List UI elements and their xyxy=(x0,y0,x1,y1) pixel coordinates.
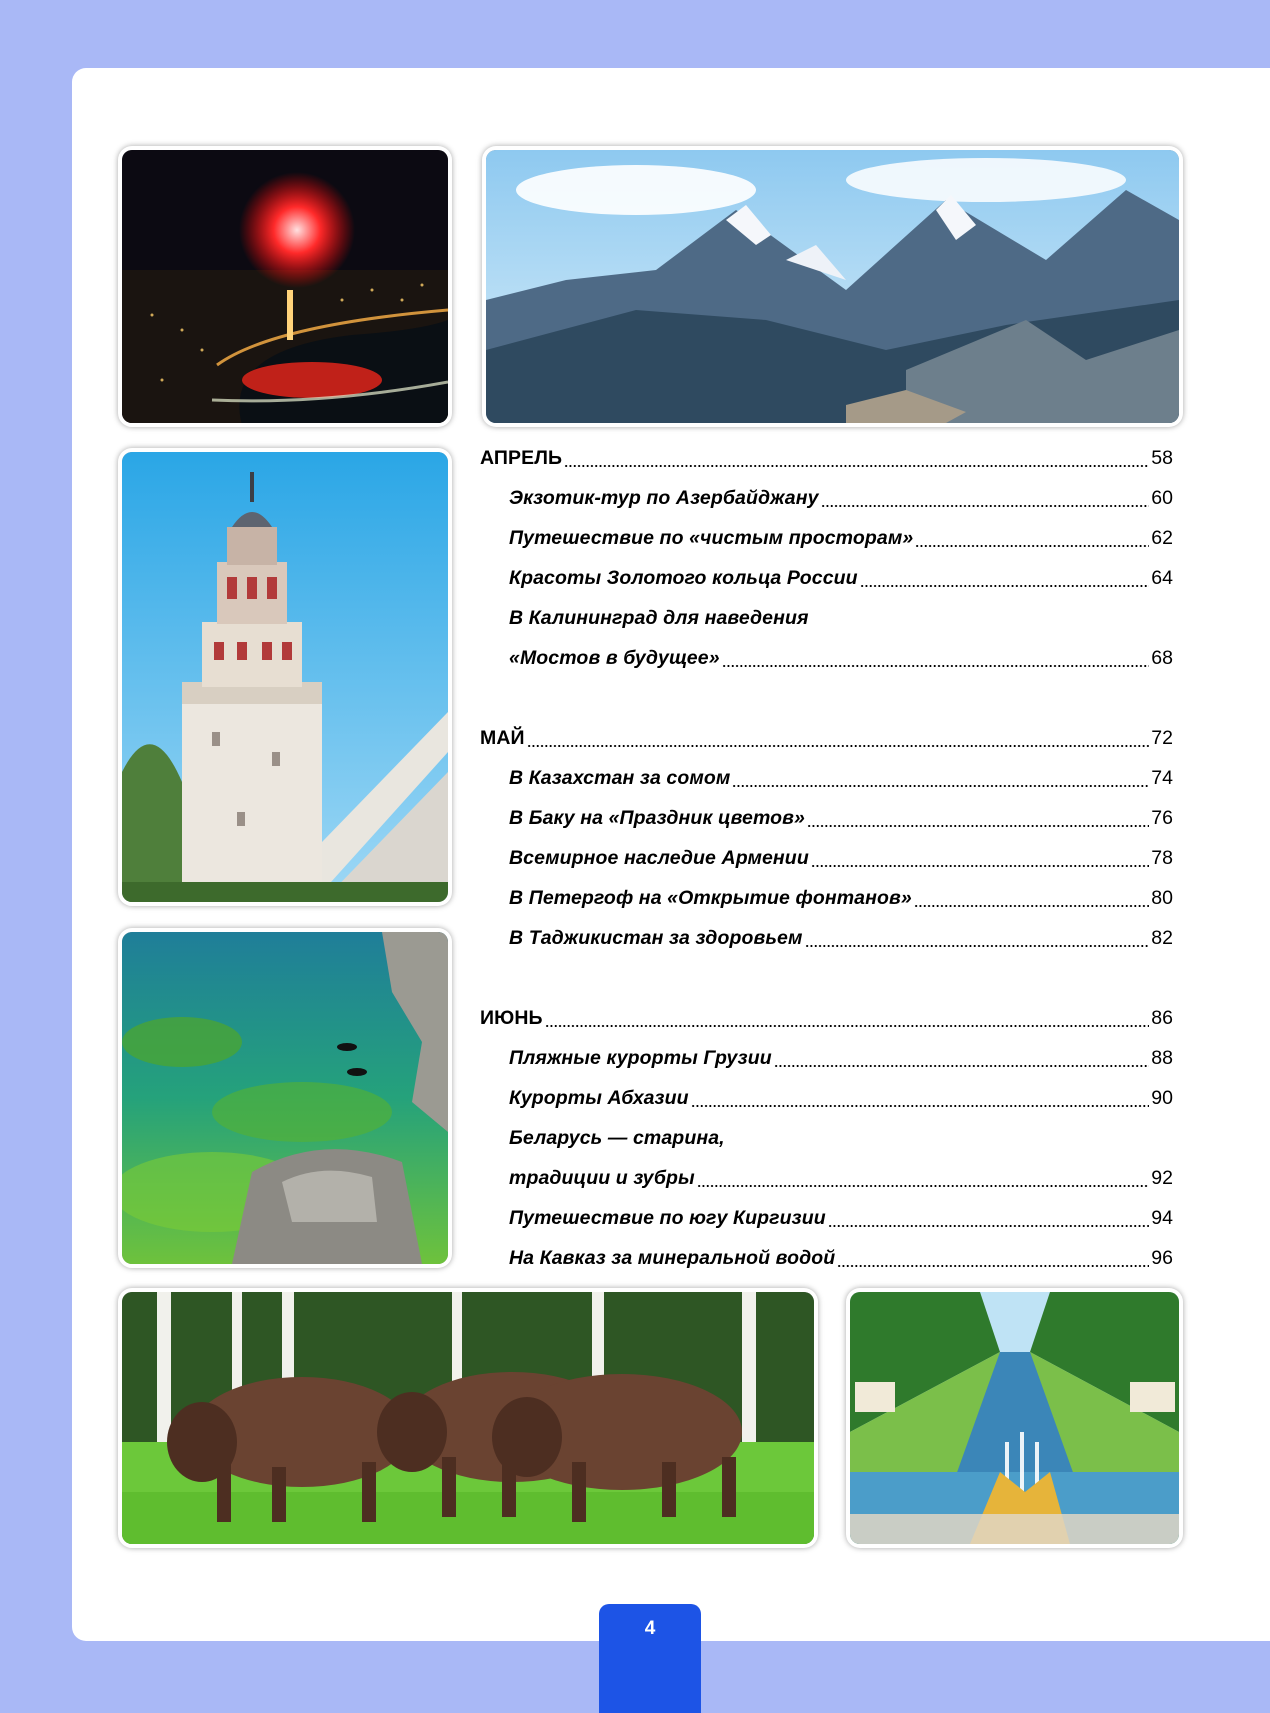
toc-entry[interactable] xyxy=(480,1080,1173,1110)
toc-title: Красоты Золотого кольца России xyxy=(509,567,858,589)
toc-page: 80 xyxy=(1151,887,1173,909)
toc-page: 72 xyxy=(1151,727,1173,749)
toc-leader-dots xyxy=(564,446,1149,470)
toc-entry-line1[interactable] xyxy=(480,600,1173,630)
toc-page: 88 xyxy=(1151,1047,1173,1069)
toc-title: ИЮНЬ xyxy=(480,1007,543,1029)
toc-title: В Таджикистан за здоровьем xyxy=(509,927,803,949)
toc-page: 60 xyxy=(1151,487,1173,509)
toc-month-april[interactable] xyxy=(480,440,1173,470)
toc-page: 74 xyxy=(1151,767,1173,789)
toc-leader-dots xyxy=(915,526,1149,550)
toc-page: 58 xyxy=(1151,447,1173,469)
toc-title: В Баку на «Праздник цветов» xyxy=(509,807,805,829)
toc-entry[interactable] xyxy=(480,1200,1173,1230)
toc-title: Курорты Абхазии xyxy=(509,1087,689,1109)
fountains-photo xyxy=(850,1292,1179,1544)
toc-page: 90 xyxy=(1151,1087,1173,1109)
toc-leader-dots xyxy=(697,1166,1150,1190)
toc-page: 82 xyxy=(1151,927,1173,949)
toc-leader-dots xyxy=(545,1006,1150,1030)
page-number: 4 xyxy=(599,1604,701,1713)
toc-page: 86 xyxy=(1151,1007,1173,1029)
toc-title: АПРЕЛЬ xyxy=(480,447,563,469)
toc-title: В Петергоф на «Открытие фонтанов» xyxy=(509,887,912,909)
toc-entry[interactable] xyxy=(480,520,1173,550)
mountains-photo xyxy=(486,150,1179,423)
toc-page: 62 xyxy=(1151,527,1173,549)
toc-entry[interactable] xyxy=(480,560,1173,590)
toc-leader-dots xyxy=(807,806,1149,830)
toc-leader-dots xyxy=(860,566,1150,590)
toc-leader-dots xyxy=(914,886,1149,910)
toc-leader-dots xyxy=(732,766,1149,790)
toc-entry[interactable] xyxy=(480,1040,1173,1070)
toc-entry[interactable] xyxy=(480,880,1173,910)
toc-leader-dots xyxy=(837,1246,1149,1270)
toc-entry[interactable] xyxy=(480,760,1173,790)
toc-title: Экзотик-тур по Азербайджану xyxy=(509,487,819,509)
toc-leader-dots xyxy=(527,726,1150,750)
toc-title: На Кавказ за минеральной водой xyxy=(509,1247,836,1269)
toc-title: Всемирное наследие Армении xyxy=(509,847,809,869)
toc-leader-dots xyxy=(828,1206,1150,1230)
toc-title: В Казахстан за сомом xyxy=(509,767,731,789)
toc-leader-dots xyxy=(805,926,1150,950)
toc-page: 68 xyxy=(1151,647,1173,669)
toc-title: Беларусь — старина, xyxy=(509,1127,725,1149)
toc-leader-dots xyxy=(691,1086,1150,1110)
toc-month-may[interactable] xyxy=(480,720,1173,750)
toc-entry[interactable] xyxy=(480,920,1173,950)
tower-photo xyxy=(122,452,448,902)
fireworks-photo xyxy=(122,150,448,423)
toc-page: 92 xyxy=(1151,1167,1173,1189)
toc-entry[interactable] xyxy=(480,480,1173,510)
toc-page: 94 xyxy=(1151,1207,1173,1229)
toc-leader-dots xyxy=(774,1046,1150,1070)
toc-leader-dots xyxy=(821,486,1150,510)
toc-title: Пляжные курорты Грузии xyxy=(509,1047,772,1069)
toc-month-june[interactable] xyxy=(480,1000,1173,1030)
toc-title: «Мостов в будущее» xyxy=(509,647,720,669)
toc-leader-dots xyxy=(722,646,1150,670)
toc-title: традиции и зубры xyxy=(509,1167,695,1189)
toc-page: 76 xyxy=(1151,807,1173,829)
toc-title: Путешествие по «чистым просторам» xyxy=(509,527,914,549)
lake-photo xyxy=(122,932,448,1264)
toc-entry-line1[interactable] xyxy=(480,1120,1173,1150)
toc-entry[interactable] xyxy=(480,840,1173,870)
toc-entry-line2[interactable] xyxy=(480,1160,1173,1190)
toc-entry-line2[interactable] xyxy=(480,640,1173,670)
toc-title: Путешествие по югу Киргизии xyxy=(509,1207,826,1229)
toc-page: 64 xyxy=(1151,567,1173,589)
toc-leader-dots xyxy=(811,846,1149,870)
bison-photo xyxy=(122,1292,814,1544)
toc-title: В Калининград для наведения xyxy=(509,607,809,629)
toc-entry[interactable] xyxy=(480,800,1173,830)
toc-page: 78 xyxy=(1151,847,1173,869)
toc-entry[interactable] xyxy=(480,1240,1173,1270)
toc-page: 96 xyxy=(1151,1247,1173,1269)
toc-title: МАЙ xyxy=(480,727,525,749)
